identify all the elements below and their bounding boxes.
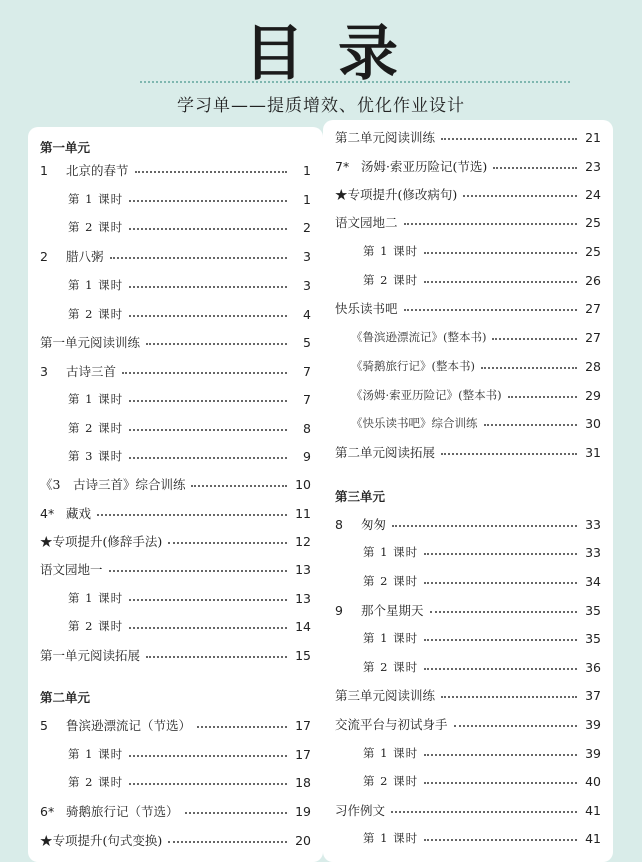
toc-entry (28, 246, 323, 266)
toc-entry-text: 藏戏 (66, 506, 92, 521)
toc-entry (323, 657, 613, 677)
dot-leader (492, 338, 577, 340)
toc-entry (28, 801, 323, 821)
toc-entry-text: 习作例文 (335, 803, 386, 818)
toc-entry-label (335, 185, 457, 203)
dot-leader (430, 611, 577, 613)
dot-leader (129, 429, 287, 431)
dot-leader (146, 343, 287, 345)
toc-entry-label (68, 277, 123, 293)
page-number: 27 (585, 300, 601, 316)
page-number: 3 (303, 277, 311, 293)
toc-entry-text: 第 2 课时 (363, 774, 419, 788)
toc-entry-text: 语文园地一 (40, 562, 103, 577)
page-subtitle: 学习单——提质增效、优化作业设计 (177, 96, 465, 116)
toc-entry (28, 332, 323, 352)
toc-entry (323, 270, 613, 290)
page-number: 19 (295, 803, 311, 819)
unit-heading (28, 687, 323, 707)
toc-entry-text: 快乐读书吧 (335, 301, 398, 316)
toc-entry-text: 第 2 课时 (68, 775, 124, 789)
page-title: 目录 (244, 19, 432, 89)
toc-entry (28, 361, 323, 381)
dot-leader (481, 367, 577, 369)
lesson-number: 9 (335, 603, 343, 618)
toc-entry (28, 559, 323, 579)
toc-entry-label (68, 618, 123, 634)
dot-leader (168, 542, 287, 544)
page-number: 41 (585, 802, 601, 818)
title-divider (140, 81, 570, 83)
dot-leader (404, 223, 577, 225)
toc-entry-label (68, 774, 123, 790)
page-number: 33 (585, 544, 601, 560)
toc-entry (323, 600, 613, 620)
toc-entry-text: 第二单元阅读训练 (335, 130, 436, 145)
toc-entry-label (68, 590, 123, 606)
toc-entry-label (68, 746, 123, 762)
toc-entry (28, 830, 323, 850)
toc-entry-label (40, 362, 116, 380)
toc-entry-text: 第 1 课时 (68, 591, 124, 605)
toc-entry (28, 531, 323, 551)
page-number: 9 (303, 448, 311, 464)
toc-entry-text: 第一单元阅读拓展 (40, 648, 141, 663)
toc-entry (28, 189, 323, 209)
dot-leader (168, 841, 287, 843)
toc-entry (323, 628, 613, 648)
toc-entry (28, 744, 323, 764)
toc-entry-text: 第 2 课时 (68, 220, 124, 234)
toc-entry-text: 腊八粥 (66, 249, 104, 264)
toc-entry-label (40, 504, 91, 522)
dot-leader (424, 639, 577, 641)
toc-entry-label (40, 333, 140, 351)
page-number: 3 (303, 248, 311, 264)
toc-entry-text: 第 1 课时 (68, 192, 124, 206)
page-number: 7 (303, 363, 311, 379)
dot-leader (508, 396, 577, 398)
page-number: 20 (295, 832, 311, 848)
dot-leader (129, 228, 287, 230)
toc-entry-label (351, 329, 486, 345)
toc-entry-text: 《快乐读书吧》综合训练 (351, 416, 478, 430)
toc-entry-label (40, 161, 129, 179)
toc-entry-text: 骑鹅旅行记（节选） (66, 804, 179, 819)
page-number: 15 (295, 647, 311, 663)
page-number: 1 (303, 162, 311, 178)
page-number: 13 (295, 561, 311, 577)
toc-entry (28, 446, 323, 466)
lesson-number: 6* (40, 804, 55, 819)
dot-leader (424, 582, 577, 584)
toc-entry (323, 743, 613, 763)
toc-entry-label (40, 560, 103, 578)
page-number: 30 (585, 415, 601, 431)
toc-entry (323, 442, 613, 462)
dot-leader (122, 372, 287, 374)
page-number: 7 (303, 391, 311, 407)
toc-entry (323, 327, 613, 347)
toc-entry-text: ★专项提升(修改病句) (335, 187, 458, 202)
unit-heading (323, 486, 613, 506)
page-number: 12 (295, 533, 311, 549)
toc-entry-text: 第 1 课时 (68, 278, 124, 292)
page-number: 5 (303, 334, 311, 350)
toc-entry (28, 304, 323, 324)
toc-entry-text: 交流平台与初试身手 (335, 717, 448, 732)
toc-entry-label (363, 630, 418, 646)
toc-entry-text: 第二单元阅读拓展 (335, 445, 436, 460)
toc-entry-label (40, 247, 104, 265)
dot-leader (110, 257, 287, 259)
page-number: 27 (585, 329, 601, 345)
page-number: 26 (585, 272, 601, 288)
toc-entry-text: 《鲁滨逊漂流记》(整本书) (351, 330, 487, 344)
toc-entry-label (40, 802, 179, 820)
toc-entry (323, 828, 613, 848)
dot-leader (146, 656, 287, 658)
toc-entry-text: 第二单元 (40, 690, 91, 705)
toc-entry-label (335, 515, 386, 533)
toc-entry-label (363, 272, 418, 288)
page-number: 29 (585, 387, 601, 403)
dot-leader (391, 811, 577, 813)
page-number: 35 (585, 602, 601, 618)
dot-leader (129, 627, 287, 629)
toc-entry-text: 第三单元阅读训练 (335, 688, 436, 703)
lesson-number: 4* (40, 506, 55, 521)
toc-entry-label (363, 544, 418, 560)
page-number: 25 (585, 214, 601, 230)
dot-leader (463, 195, 577, 197)
dot-leader (129, 315, 287, 317)
page-number: 31 (585, 444, 601, 460)
dot-leader (129, 400, 287, 402)
toc-entry-label (351, 358, 475, 374)
toc-entry-text: 第一单元阅读训练 (40, 335, 141, 350)
page-number: 17 (295, 717, 311, 733)
toc-entry-label (335, 487, 385, 505)
toc-entry-label (68, 219, 123, 235)
toc-entry-label (363, 745, 418, 761)
page-number: 17 (295, 746, 311, 762)
toc-entry (28, 418, 323, 438)
dot-leader (404, 309, 577, 311)
toc-entry-label (40, 831, 162, 849)
page-number: 4 (303, 306, 311, 322)
lesson-number: 5 (40, 718, 48, 733)
page-number: 8 (303, 420, 311, 436)
toc-entry-label (351, 415, 478, 431)
toc-entry-label (68, 448, 123, 464)
toc-entry-label (40, 688, 90, 706)
toc-entry (323, 800, 613, 820)
page-number: 34 (585, 573, 601, 589)
lesson-number: 1 (40, 163, 48, 178)
toc-entry (28, 217, 323, 237)
toc-entry (28, 715, 323, 735)
page-number: 13 (295, 590, 311, 606)
toc-entry (28, 389, 323, 409)
toc-entry-label (335, 443, 435, 461)
toc-entry (323, 212, 613, 232)
toc-entry-text: 第 1 课时 (363, 244, 419, 258)
toc-entry (28, 503, 323, 523)
toc-entry (323, 542, 613, 562)
dot-leader (441, 696, 577, 698)
toc-entry-text: 第 2 课时 (68, 619, 124, 633)
toc-entry-text: 第 2 课时 (363, 574, 419, 588)
toc-entry-text: 第 1 课时 (363, 545, 419, 559)
toc-entry-label (335, 686, 435, 704)
page-number: 39 (585, 745, 601, 761)
toc-entry-label (363, 573, 418, 589)
page-number: 28 (585, 358, 601, 374)
page-number: 35 (585, 630, 601, 646)
toc-entry-label (351, 387, 502, 403)
page-number: 10 (295, 476, 311, 492)
page-number: 11 (295, 505, 311, 521)
page-number: 37 (585, 687, 601, 703)
toc-entry-text: 第 1 课时 (363, 631, 419, 645)
toc-entry-label (335, 213, 398, 231)
toc-entry-text: 匆匆 (361, 517, 387, 532)
toc-entry-text: ★专项提升(修辞手法) (40, 534, 163, 549)
dot-leader (129, 599, 287, 601)
toc-left-column (28, 127, 323, 862)
dot-leader (484, 424, 578, 426)
toc-entry-text: 《汤姆·索亚历险记》(整本书) (351, 388, 502, 402)
toc-entry-label (335, 601, 424, 619)
dot-leader (135, 171, 287, 173)
dot-leader (441, 453, 577, 455)
toc-entry (323, 356, 613, 376)
dot-leader (424, 754, 577, 756)
toc-entry (323, 241, 613, 261)
dot-leader (197, 726, 287, 728)
toc-entry (28, 160, 323, 180)
dot-leader (129, 200, 287, 202)
lesson-number: 8 (335, 517, 343, 532)
toc-entry-text: 第 1 课时 (68, 392, 124, 406)
toc-entry-label (335, 128, 435, 146)
dot-leader (493, 167, 577, 169)
toc-entry (323, 127, 613, 147)
toc-entry-label (40, 475, 185, 493)
page-number: 1 (303, 191, 311, 207)
toc-entry-label (335, 715, 448, 733)
toc-entry (323, 514, 613, 534)
toc-entry-label (335, 299, 398, 317)
toc-entry-text: 北京的春节 (66, 163, 129, 178)
toc-entry-label (363, 773, 418, 789)
toc-entry-text: 第 2 课时 (68, 307, 124, 321)
toc-entry-text: 语文园地二 (335, 215, 398, 230)
dot-leader (129, 286, 287, 288)
dot-leader (129, 457, 287, 459)
toc-entry-label (335, 801, 385, 819)
page-number: 39 (585, 716, 601, 732)
dot-leader (129, 755, 287, 757)
toc-entry-text: 第一单元 (40, 140, 91, 155)
toc-entry (28, 645, 323, 665)
dot-leader (185, 812, 287, 814)
page-number: 40 (585, 773, 601, 789)
page-number: 14 (295, 618, 311, 634)
toc-entry-label (363, 659, 418, 675)
dot-leader (424, 839, 577, 841)
toc-entry-text: 那个星期天 (361, 603, 424, 618)
toc-entry (28, 616, 323, 636)
dot-leader (424, 281, 577, 283)
toc-entry (28, 588, 323, 608)
toc-entry-text: 第 2 课时 (363, 660, 419, 674)
toc-entry-label (68, 420, 123, 436)
toc-entry (28, 474, 323, 494)
page-number: 33 (585, 516, 601, 532)
toc-entry-text: 第三单元 (335, 489, 386, 504)
toc-entry-text: 第 1 课时 (363, 831, 419, 845)
toc-entry-text: 《3 古诗三首》综合训练 (40, 477, 186, 492)
toc-entry-label (40, 532, 162, 550)
toc-entry-text: 第 1 课时 (363, 746, 419, 760)
toc-entry (323, 771, 613, 791)
toc-entry-label (40, 646, 140, 664)
dot-leader (392, 525, 577, 527)
toc-entry-text: 第 1 课时 (68, 747, 124, 761)
page-number: 2 (303, 219, 311, 235)
dot-leader (97, 514, 287, 516)
toc-entry-text: 《骑鹅旅行记》(整本书) (351, 359, 475, 373)
dot-leader (424, 668, 577, 670)
lesson-number: 2 (40, 249, 48, 264)
toc-entry-text: ★专项提升(句式变换) (40, 833, 163, 848)
lesson-number: 7* (335, 159, 350, 174)
page-number: 41 (585, 830, 601, 846)
dot-leader (454, 725, 577, 727)
toc-entry-label (335, 157, 487, 175)
dot-leader (129, 783, 287, 785)
dot-leader (424, 782, 577, 784)
toc-entry (323, 156, 613, 176)
toc-entry (323, 385, 613, 405)
dot-leader (441, 138, 577, 140)
toc-entry-label (68, 391, 123, 407)
toc-entry (323, 298, 613, 318)
toc-entry-label (363, 243, 418, 259)
toc-entry (323, 413, 613, 433)
toc-entry-label (40, 138, 90, 156)
toc-entry-text: 汤姆·索亚历险记(节选) (361, 159, 488, 174)
toc-entry-label (363, 830, 418, 846)
toc-entry (323, 685, 613, 705)
dot-leader (109, 570, 287, 572)
page-number: 36 (585, 659, 601, 675)
page-number: 24 (585, 186, 601, 202)
toc-entry (28, 772, 323, 792)
toc-entry (323, 184, 613, 204)
toc-entry-label (68, 191, 123, 207)
lesson-number: 3 (40, 364, 48, 379)
toc-entry (28, 275, 323, 295)
toc-entry-text: 鲁滨逊漂流记（节选） (66, 718, 192, 733)
page-number: 25 (585, 243, 601, 259)
page-number: 23 (585, 158, 601, 174)
page-number: 21 (585, 129, 601, 145)
toc-entry (323, 571, 613, 591)
page-number: 18 (295, 774, 311, 790)
dot-leader (191, 485, 287, 487)
toc-entry-text: 第 2 课时 (363, 273, 419, 287)
unit-heading (28, 137, 323, 157)
dot-leader (424, 252, 577, 254)
toc-right-column (323, 120, 613, 862)
toc-entry-text: 第 3 课时 (68, 449, 124, 463)
toc-entry-label (68, 306, 123, 322)
dot-leader (424, 553, 577, 555)
toc-entry (323, 714, 613, 734)
toc-entry-text: 第 2 课时 (68, 421, 124, 435)
toc-entry-text: 古诗三首 (66, 364, 117, 379)
toc-entry-label (40, 716, 191, 734)
